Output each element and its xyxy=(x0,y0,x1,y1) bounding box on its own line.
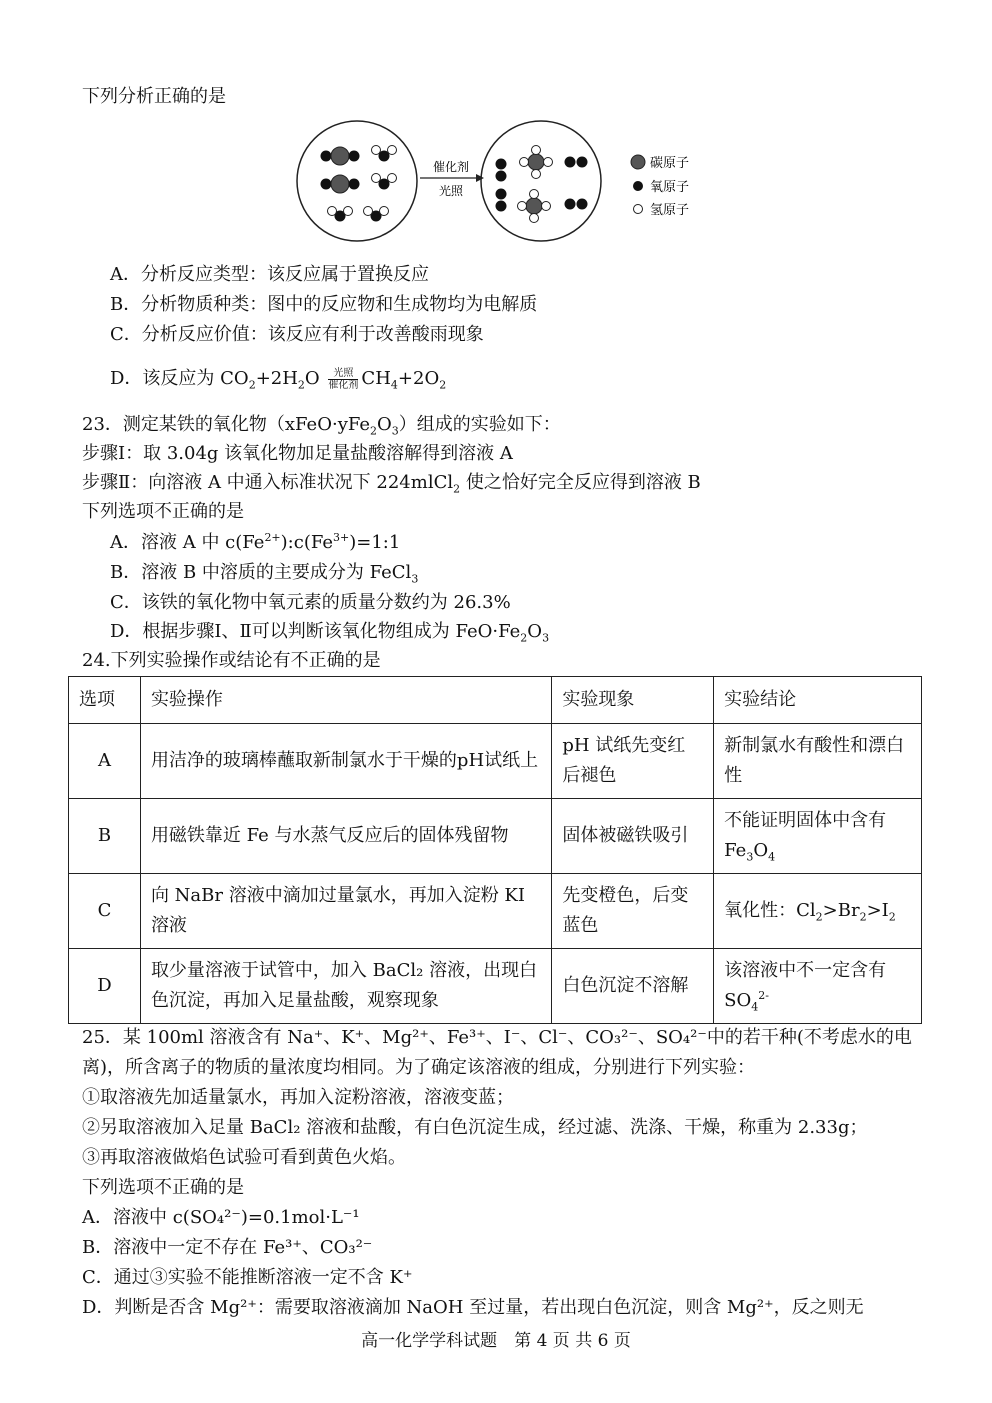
q23-option-a: A．溶液 A 中 $c(Fe^{2+}):c(Fe^{3+})=1:1$ xyxy=(110,531,401,553)
o2-molecule xyxy=(496,189,507,212)
row-conclusion: 新制氯水有酸性和漂白性 xyxy=(714,724,922,799)
h2o-molecule xyxy=(364,207,389,222)
page-footer: 高一化学学科试题 第 4 页 共 6 页 xyxy=(361,1331,631,1351)
row-conclusion: 氧化性：$Cl_2>Br_2>I_2$ xyxy=(714,874,922,949)
arrow-label-bottom: 光照 xyxy=(438,184,464,198)
q25-experiment-1: ①取溶液先加适量氯水，再加入淀粉溶液，溶液变蓝； xyxy=(82,1087,514,1108)
h2o-molecule xyxy=(372,146,397,162)
row-option: D xyxy=(69,949,141,1024)
oxygen-legend-icon xyxy=(633,181,643,191)
q25-stem-line1: 25．某 100ml 溶液含有 Na⁺、K⁺、Mg²⁺、Fe³⁺、I⁻、Cl⁻、CO₃²⁻、SO₄²⁻中的若干种(不考虑水的电 xyxy=(82,1027,912,1048)
carbon-legend-icon xyxy=(631,155,645,169)
q22-option-b: B．分析物质种类：图中的反应物和生成物均为电解质 xyxy=(110,294,538,315)
row-option: B xyxy=(69,799,141,874)
legend-oxygen: 氧原子 xyxy=(650,180,690,195)
arrow-label-top: 催化剂 xyxy=(432,160,470,174)
q23-step1: 步骤Ⅰ：取 3.04g 该氧化物加足量盐酸溶解得到溶液 A xyxy=(82,443,513,464)
q24-stem: 24.下列实验操作或结论有不正确的是 xyxy=(82,650,381,671)
row-operation: 取少量溶液于试管中，加入 BaCl₂ 溶液，出现白色沉淀，再加入足量盐酸，观察现象 xyxy=(140,949,551,1024)
row-operation: 向 NaBr 溶液中滴加过量氯水，再加入淀粉 KI 溶液 xyxy=(140,874,551,949)
q22-option-a: A．分析反应类型：该反应属于置换反应 xyxy=(110,264,429,285)
co2-molecule xyxy=(321,147,360,165)
row-conclusion: 该溶液中不一定含有 $SO_4^{2-}$ xyxy=(714,949,922,1024)
q23-option-b: B．溶液 B 中溶质的主要成分为 FeCl$_3$ xyxy=(110,562,419,586)
question-intro: 下列分析正确的是 xyxy=(82,86,226,107)
o2-molecule xyxy=(565,157,588,168)
q25-option-c: C．通过③实验不能推断溶液一定不含 K⁺ xyxy=(82,1267,413,1288)
q23-prompt: 下列选项不正确的是 xyxy=(82,501,244,522)
q25-option-a: A．溶液中 c(SO₄²⁻)=0.1mol·L⁻¹ xyxy=(82,1207,360,1228)
row-option: A xyxy=(69,724,141,799)
header-phenomenon: 实验现象 xyxy=(552,677,714,724)
hydrogen-legend-icon xyxy=(634,205,643,214)
o2-molecule xyxy=(496,159,507,182)
table-row xyxy=(69,949,922,1024)
row-phenomenon: 固体被磁铁吸引 xyxy=(552,799,714,874)
q22-option-d: D．该反应为 $CO_2+2H_2O$ 光照 催化剂 $CH_4+2O_2$ xyxy=(110,367,447,392)
ch4-molecule xyxy=(520,146,553,179)
ch4-molecule xyxy=(518,190,551,223)
row-phenomenon: pH 试纸先变红后褪色 xyxy=(552,724,714,799)
experiment-table xyxy=(68,676,922,1024)
header-option: 选项 xyxy=(69,677,141,724)
q23-option-c: C．该铁的氧化物中氧元素的质量分数约为 26.3% xyxy=(110,592,511,613)
table-row xyxy=(69,724,922,799)
q23-step2: 步骤Ⅱ：向溶液 A 中通入标准状况下 224mlCl$_2$ 使之恰好完全反应得到溶液 B xyxy=(82,472,701,496)
h2o-molecule xyxy=(328,207,353,222)
q25-experiment-3: ③再取溶液做焰色试验可看到黄色火焰。 xyxy=(82,1147,406,1168)
row-operation: 用磁铁靠近 Fe 与水蒸气反应后的固体残留物 xyxy=(140,799,551,874)
co2-molecule xyxy=(321,175,360,193)
row-option: C xyxy=(69,874,141,949)
header-conclusion: 实验结论 xyxy=(714,677,922,724)
q23-option-d: D．根据步骤Ⅰ、Ⅱ可以判断该氧化物组成为 $FeO\cdot Fe_2O_3$ xyxy=(110,621,550,645)
reaction-condition: 光照 催化剂 xyxy=(328,367,359,391)
row-phenomenon: 白色沉淀不溶解 xyxy=(552,949,714,1024)
o2-molecule xyxy=(565,199,588,210)
q25-experiment-2: ②另取溶液加入足量 BaCl₂ 溶液和盐酸，有白色沉淀生成，经过滤、洗涤、干燥，称重为 2.33g； xyxy=(82,1117,868,1138)
row-phenomenon: 先变橙色，后变蓝色 xyxy=(552,874,714,949)
row-conclusion: 不能证明固体中含有 $Fe_3O_4$ xyxy=(714,799,922,874)
q25-option-d: D．判断是否含 Mg²⁺：需要取溶液滴加 NaOH 至过量，若出现白色沉淀，则含 Mg²⁺，反之则无 xyxy=(82,1297,864,1318)
legend-carbon: 碳原子 xyxy=(650,156,690,171)
legend-hydrogen: 氢原子 xyxy=(650,203,690,218)
h2o-molecule xyxy=(372,174,397,190)
q23-stem: 23．测定某铁的氧化物$(xFeO\cdot yFe_2O_3)$组成的实验如下： xyxy=(82,414,561,438)
q25-stem-line2: 离)，所含离子的物质的量浓度均相同。为了确定该溶液的组成，分别进行下列实验： xyxy=(82,1057,756,1078)
table-row xyxy=(69,874,922,949)
table-row xyxy=(69,799,922,874)
table-header-row xyxy=(69,677,922,724)
molecule-diagram-svg xyxy=(296,120,716,250)
header-operation: 实验操作 xyxy=(140,677,551,724)
q22-option-c: C．分析反应价值：该反应有利于改善酸雨现象 xyxy=(110,324,484,345)
reaction-diagram xyxy=(296,120,716,250)
q25-option-b: B．溶液中一定不存在 Fe³⁺、CO₃²⁻ xyxy=(82,1237,373,1258)
q25-prompt: 下列选项不正确的是 xyxy=(82,1177,244,1198)
row-operation: 用洁净的玻璃棒蘸取新制氯水于干燥的pH试纸上 xyxy=(140,724,551,799)
